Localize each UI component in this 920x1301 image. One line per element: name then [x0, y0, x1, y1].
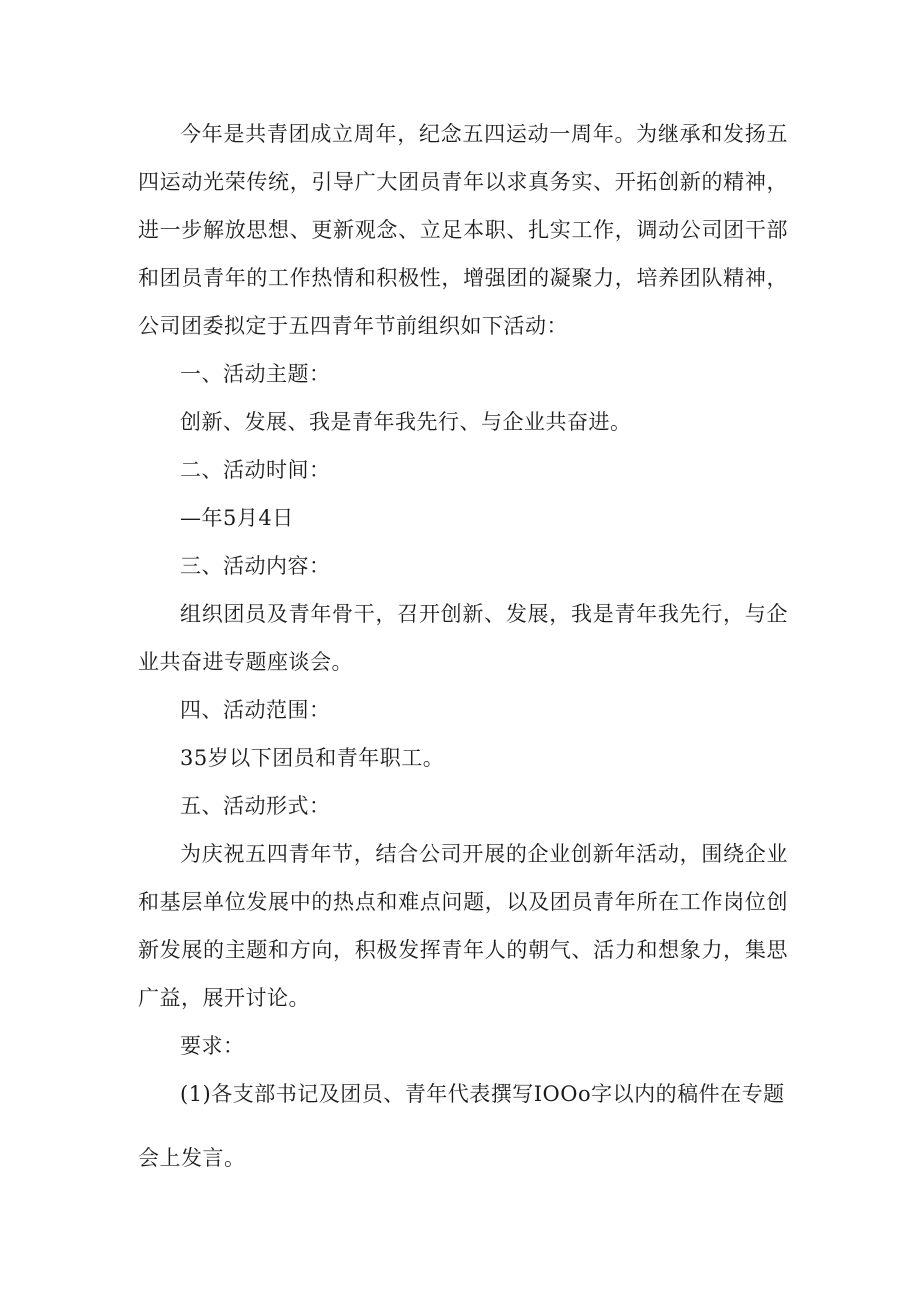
scope-text: 35岁以下团员和青年职工。	[180, 746, 445, 770]
document-body	[138, 110, 788, 1182]
theme-text: 创新、发展、我是青年我先行、与企业共奋进。	[180, 410, 632, 434]
intro-paragraph: 今年是共青团成立周年，纪念五四运动一周年。为继承和发扬五四运动光荣传统，引导广大团员青年以求真务实、开拓创新的精神，进一步解放思想、更新观念、立足本职、扎实工作，调动公司团干部和团员青年的工作热情和积极性，增强团的凝聚力，培养团队精神，公司团委拟定于五四青年节前组织如下活动：	[138, 122, 788, 338]
spacer	[138, 1118, 788, 1134]
requirement-item-1-continued: 会上发言。	[138, 1146, 246, 1170]
section-heading-format: 五、活动形式：	[180, 794, 331, 818]
section-heading-time: 二、活动时间：	[180, 458, 331, 482]
section-heading-scope: 四、活动范围：	[180, 698, 331, 722]
requirement-item-1: (1)各支部书记及团员、青年代表撰写IOOo字以内的稿件在专题	[180, 1082, 785, 1106]
section-heading-theme: 一、活动主题：	[180, 362, 331, 386]
requirements-heading: 要求：	[180, 1034, 245, 1058]
content-text: 组织团员及青年骨干，召开创新、发展，我是青年我先行，与企业共奋进专题座谈会。	[138, 602, 788, 674]
format-text: 为庆祝五四青年节，结合公司开展的企业创新年活动，围绕企业和基层单位发展中的热点和难点问题，以及团员青年所在工作岗位创新发展的主题和方向，积极发挥青年人的朝气、活力和想象力，集思广益，展开讨论。	[138, 842, 788, 1010]
time-text: —年5月4日	[180, 506, 294, 530]
section-heading-content: 三、活动内容：	[180, 554, 331, 578]
